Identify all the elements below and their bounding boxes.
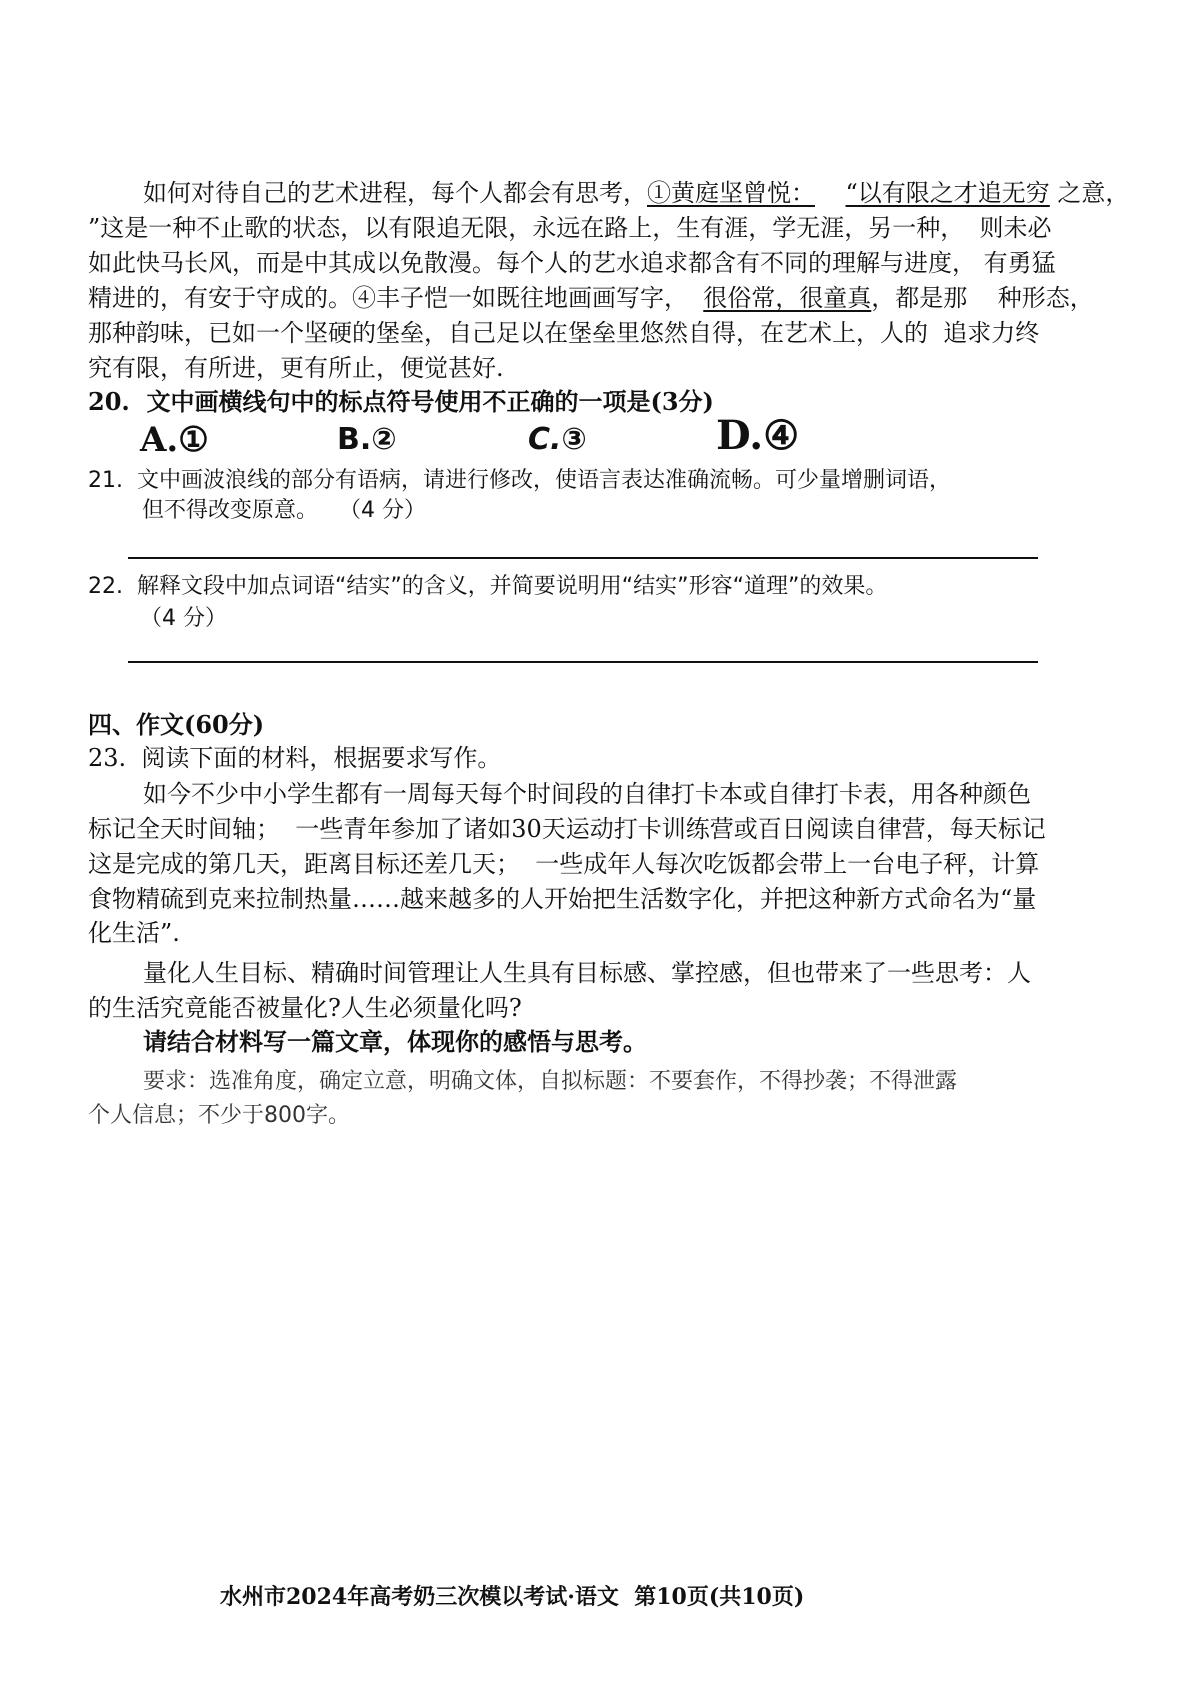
material-line: 的生活究竟能否被量化?人生必须量化吗?	[88, 994, 522, 1022]
material-line: 食物精硫到克来拉制热量……越来越多的人开始把生活数字化，并把这种新方式命名为“量	[88, 885, 1037, 913]
option-a: A.①	[140, 420, 209, 460]
question-22-cont: （4 分）	[140, 606, 227, 631]
question-21-cont: 但不得改变原意。 （4 分）	[142, 498, 426, 523]
passage-line-2: ”这是一种不止歌的状态，以有限追无限，永远在路上，生有涯，学无涯，另一种， 则未必	[88, 214, 1052, 242]
question-21: 21. 文中画波浪线的部分有语病，请进行修改，使语言表达准确流畅。可少量增删词语，	[88, 468, 951, 493]
passage-line-5: 那种韵味，已如一个坚硬的堡垒，自己足以在堡垒里悠然自得，在艺术上，人的 追求力终	[88, 319, 1040, 347]
page-footer: 水州市2024年高考奶三次模以考试·语文 第10页(共10页)	[220, 1584, 805, 1610]
requirements-line: 个人信息；不少于800字。	[88, 1103, 350, 1128]
writing-prompt: 请结合材料写一篇文章，体现你的感悟与思考。	[143, 1027, 647, 1056]
passage-text: ，都是那 种形态，	[871, 284, 1094, 312]
answer-line-21	[128, 557, 1038, 559]
underlined-sentence-1: ①黄庭坚曾悦：	[647, 179, 815, 207]
passage-line-3: 如此快马长风，而是中其成以免散漫。每个人的艺水追求都含有不同的理解与进度， 有勇猛	[88, 249, 1056, 277]
option-c: C.③	[528, 422, 587, 457]
passage-text: 如何对待自己的艺术进程，每个人都会有思考，	[143, 179, 647, 207]
passage-line-6: 究有限，有所进，更有所止，便觉甚好.	[88, 354, 504, 382]
material-line: 量化人生目标、精确时间管理让人生具有目标感、掌控感，但也带来了一些思考：人	[143, 959, 1031, 987]
question-22: 22. 解释文段中加点词语“结实”的含义，并简要说明用“结实”形容“道理”的效果。	[88, 574, 888, 599]
option-b: B.②	[337, 422, 397, 457]
passage-line-4	[88, 283, 1094, 313]
passage-line-1	[143, 178, 1129, 208]
answer-line-22	[128, 661, 1038, 663]
material-line: 标记全天时间轴； 一些青年参加了诸如30天运动打卡训练营或百日阅读自律营，每天标记	[88, 815, 1046, 843]
material-line: 化生活”.	[88, 919, 180, 947]
underlined-quote: “以有限之才追无穷	[845, 179, 1050, 207]
material-line: 如今不少中小学生都有一周每天每个时间段的自律打卡本或自律打卡表，用各种颜色	[143, 780, 1031, 808]
material-line: 这是完成的第几天，距离目标还差几天； 一些成年人每次吃饭都会带上一台电子秤，计算	[88, 850, 1040, 878]
passage-text: 精进的，有安于守成的。④丰子恺一如既往地画画写字，	[88, 284, 704, 312]
requirements-line: 要求：选准角度，确定立意，明确文体，自拟标题：不要套作，不得抄袭；不得泄露	[143, 1069, 958, 1094]
underlined-phrase: 很俗常，很童真	[703, 284, 872, 312]
passage-text: 之意，	[1049, 179, 1130, 207]
section-heading: 四、作文(60分)	[88, 710, 265, 739]
option-d: D.④	[716, 412, 800, 459]
question-23: 23. 阅读下面的材料，根据要求写作。	[88, 744, 502, 772]
question-20: 20. 文中画横线句中的标点符号使用不正确的一项是(3分)	[88, 387, 714, 416]
